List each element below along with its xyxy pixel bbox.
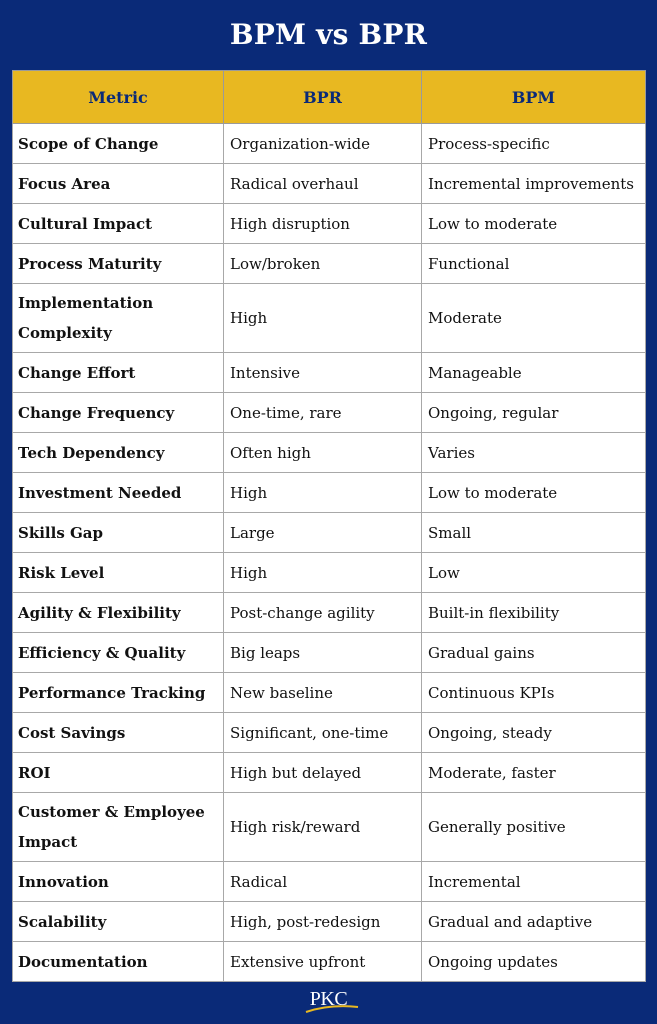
bpr-cell: Organization-wide [224,124,422,164]
bpr-cell: High [224,473,422,513]
bpr-cell: Extensive upfront [224,942,422,982]
metric-cell: Customer & Employee Impact [13,793,224,862]
table-row [13,713,646,753]
table-row [13,793,646,862]
table-row [13,673,646,713]
bpm-cell: Gradual gains [422,633,646,673]
metric-cell: Change Frequency [13,393,224,433]
metric-cell: Skills Gap [13,513,224,553]
table-row [13,124,646,164]
table-row [13,433,646,473]
table-row [13,862,646,902]
bpr-cell: Significant, one-time [224,713,422,753]
table-row [13,593,646,633]
bpr-cell: Intensive [224,353,422,393]
bpm-cell: Moderate, faster [422,753,646,793]
bpr-cell: High risk/reward [224,793,422,862]
bpm-cell: Process-specific [422,124,646,164]
bpr-cell: High [224,553,422,593]
metric-cell: Implementation Complexity [13,284,224,353]
metric-cell: Agility & Flexibility [13,593,224,633]
metric-cell: Performance Tracking [13,673,224,713]
metric-cell: Investment Needed [13,473,224,513]
table-row [13,473,646,513]
pkc-logo [310,988,347,1010]
bpm-cell: Continuous KPIs [422,673,646,713]
table-row [13,284,646,353]
metric-cell: ROI [13,753,224,793]
metric-cell: Cultural Impact [13,204,224,244]
logo-swoosh-icon [304,1002,360,1014]
header-bpm: BPM [422,71,646,124]
bpr-cell: Often high [224,433,422,473]
bpr-cell: One-time, rare [224,393,422,433]
metric-cell: Scope of Change [13,124,224,164]
table-row [13,164,646,204]
comparison-table [12,70,646,982]
metric-cell: Efficiency & Quality [13,633,224,673]
bpr-cell: Radical [224,862,422,902]
table-row [13,244,646,284]
table-row [13,353,646,393]
table-row [13,942,646,982]
table-row [13,513,646,553]
bpr-cell: Large [224,513,422,553]
bpr-cell: New baseline [224,673,422,713]
bpm-cell: Generally positive [422,793,646,862]
bpm-cell: Ongoing updates [422,942,646,982]
header-bpr: BPR [224,71,422,124]
metric-cell: Change Effort [13,353,224,393]
logo-text: PKC [309,988,348,1010]
metric-cell: Tech Dependency [13,433,224,473]
bpm-cell: Low [422,553,646,593]
metric-cell: Risk Level [13,553,224,593]
table-row [13,633,646,673]
bpm-cell: Ongoing, regular [422,393,646,433]
metric-cell: Cost Savings [13,713,224,753]
bpm-cell: Built-in flexibility [422,593,646,633]
bpm-cell: Moderate [422,284,646,353]
metric-cell: Scalability [13,902,224,942]
metric-cell: Focus Area [13,164,224,204]
bpm-cell: Incremental improvements [422,164,646,204]
table-row [13,204,646,244]
bpr-cell: High disruption [224,204,422,244]
table-row [13,553,646,593]
metric-cell: Documentation [13,942,224,982]
bpr-cell: Post-change agility [224,593,422,633]
table-row [13,902,646,942]
bpr-cell: Big leaps [224,633,422,673]
table-row [13,753,646,793]
bpm-cell: Low to moderate [422,204,646,244]
footer-logo [0,988,657,1010]
bpr-cell: Low/broken [224,244,422,284]
bpm-cell: Low to moderate [422,473,646,513]
bpr-cell: High, post-redesign [224,902,422,942]
table-row [13,393,646,433]
bpm-cell: Varies [422,433,646,473]
page-title: BPM vs BPR [229,18,428,51]
bpm-cell: Ongoing, steady [422,713,646,753]
bpr-cell: Radical overhaul [224,164,422,204]
bpr-cell: High but delayed [224,753,422,793]
bpm-cell: Incremental [422,862,646,902]
table-header-row [13,71,646,124]
bpm-cell: Small [422,513,646,553]
metric-cell: Process Maturity [13,244,224,284]
header-metric: Metric [13,71,224,124]
bpm-cell: Gradual and adaptive [422,902,646,942]
bpr-cell: High [224,284,422,353]
bpm-cell: Manageable [422,353,646,393]
metric-cell: Innovation [13,862,224,902]
bpm-cell: Functional [422,244,646,284]
